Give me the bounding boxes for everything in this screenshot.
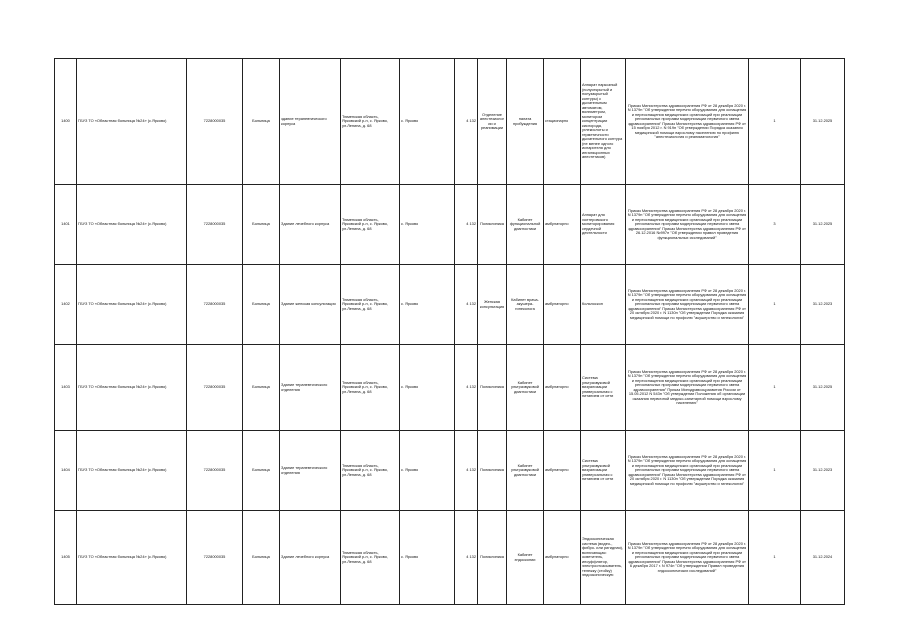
- table-row: [55, 265, 845, 345]
- cell-region-code: 4 132: [455, 431, 478, 511]
- cell-care-type: амбулаторно: [544, 265, 581, 345]
- cell-care-type: амбулаторно: [544, 345, 581, 431]
- cell-region-code: 4 132: [455, 345, 478, 431]
- cell-quantity: 1: [749, 431, 801, 511]
- cell-department: Отделение анестезиологии и реанимации: [478, 59, 507, 185]
- table-row: [55, 185, 845, 265]
- cell-organization-name: ГБУЗ ТО «Областная больница №24» (с.Ярково): [77, 265, 187, 345]
- cell-facility-type: Больница: [243, 431, 280, 511]
- cell-legal-basis: Приказ Министерства здравоохранения РФ от 28 декабря 2020 г. N 1379н "Об утверждении перечня оборудования для оснащения и переоснащения медицинских организаций при реализации региональных программ модернизации первичного звена здравоохранения" Приказ Министерства здравоохранения РФ от 6 декабря 2017 г. N 974н "Об утверждении Правил проведения эндоскопических исследований": [626, 511, 749, 605]
- cell-legal-basis: Приказ Министерства здравоохранения РФ от 28 декабря 2020 г. N 1379н "Об утверждении перечня оборудования для оснащения и переоснащения медицинских организаций при реализации региональных программ модернизации первичного звена здравоохранения" Приказ Министерства здравоохранения РФ от 20 октября 2020 г. N 1130н "Об утверждении Порядка оказания медицинской помощи по профилю "акушерство и гинекология": [626, 431, 749, 511]
- cell-equipment-name: Аппарат для холтеровского мониторирования сердечной деятельности: [581, 185, 626, 265]
- cell-equipment-name: Аппарат наркозный (полуоткрытый и полузакрытый контуры) с дыхательным автоматом, волюметром, монитором концентрации кислорода, углекислоты и герметичности дыхательного контура (не менее одного испарителя для ингаляционных анестетиков): [581, 59, 626, 185]
- cell-care-type: амбулаторно: [544, 431, 581, 511]
- table-row: [55, 511, 845, 605]
- cell-locality: с. Ярково: [400, 265, 455, 345]
- cell-room-name: Кабинет врача-акушера-гинеколога: [507, 265, 544, 345]
- cell-facility-type: Больница: [243, 59, 280, 185]
- cell-due-date: 31.12.2025: [801, 185, 845, 265]
- cell-region-code: 4 132: [455, 59, 478, 185]
- cell-building-name: Здание терапевтического отделения: [280, 431, 341, 511]
- cell-row-number: 1403: [55, 345, 77, 431]
- cell-legal-basis: Приказ Министерства здравоохранения РФ от 28 декабря 2020 г. N 1379н "Об утверждении перечня оборудования для оснащения и переоснащения медицинских организаций при реализации региональных программ модернизации первичного звена здравоохранения" Приказ Министерства здравоохранения РФ от 15 ноября 2012 г. N 919н "Об утверждении Порядка оказания медицинской помощи взрослому населению по профилю "анестезиология и реаниматология": [626, 59, 749, 185]
- cell-row-number: 1400: [55, 59, 77, 185]
- cell-organization-name: ГБУЗ ТО «Областная больница №24» (с.Ярково): [77, 431, 187, 511]
- cell-row-number: 1405: [55, 511, 77, 605]
- cell-quantity: 1: [749, 511, 801, 605]
- cell-region-code: 4 132: [455, 265, 478, 345]
- cell-legal-basis: Приказ Министерства здравоохранения РФ от 28 декабря 2020 г. N 1379н "Об утверждении перечня оборудования для оснащения и переоснащения медицинских организаций при реализации региональных программ модернизации первичного звена здравоохранения" Приказ Министерства здравоохранения РФ от 26.12.2016 №997н "Об утверждении правил проведения функциональных исследований": [626, 185, 749, 265]
- cell-address: Тюменская область, Ярковский р-н, с. Ярково, ул.Ленина, д. 68: [341, 345, 400, 431]
- cell-due-date: 31.12.2024: [801, 511, 845, 605]
- cell-quantity: 1: [749, 345, 801, 431]
- cell-locality: с. Ярково: [400, 185, 455, 265]
- cell-inn-code: 7228000035: [187, 345, 243, 431]
- cell-address: Тюменская область, Ярковский р-н, с. Ярково, ул.Ленина, д. 68: [341, 185, 400, 265]
- cell-address: Тюменская область, Ярковский р-н, с. Ярково, ул.Ленина, д. 68: [341, 265, 400, 345]
- cell-due-date: 31.12.2025: [801, 59, 845, 185]
- cell-facility-type: Больница: [243, 265, 280, 345]
- cell-room-name: Кабинет ультразвуковой диагностики: [507, 431, 544, 511]
- cell-building-name: Здание лечебного корпуса: [280, 511, 341, 605]
- cell-quantity: 1: [749, 59, 801, 185]
- cell-room-name: Кабинет эндоскопии: [507, 511, 544, 605]
- cell-facility-type: Больница: [243, 345, 280, 431]
- cell-due-date: 31.12.2025: [801, 345, 845, 431]
- cell-equipment-name: Система ультразвуковой визуализации универсальная с питанием от сети: [581, 345, 626, 431]
- cell-inn-code: 7228000035: [187, 185, 243, 265]
- cell-row-number: 1404: [55, 431, 77, 511]
- cell-department: Поликлиника: [478, 345, 507, 431]
- cell-room-name: палата пробуждения: [507, 59, 544, 185]
- equipment-table: [54, 58, 845, 605]
- cell-due-date: 31.12.2023: [801, 431, 845, 511]
- cell-care-type: амбулаторно: [544, 511, 581, 605]
- cell-address: Тюменская область, Ярковский р-н, с. Ярково, ул.Ленина, д. 68: [341, 431, 400, 511]
- cell-organization-name: ГБУЗ ТО «Областная больница №24» (с.Ярково): [77, 185, 187, 265]
- table-row: [55, 431, 845, 511]
- cell-quantity: 1: [749, 265, 801, 345]
- cell-facility-type: Больница: [243, 185, 280, 265]
- cell-row-number: 1402: [55, 265, 77, 345]
- cell-equipment-name: Система ультразвуковой визуализации универсальная с питанием от сети: [581, 431, 626, 511]
- cell-row-number: 1401: [55, 185, 77, 265]
- cell-department: Поликлиника: [478, 185, 507, 265]
- cell-room-name: Кабинет функциональной диагностики: [507, 185, 544, 265]
- cell-facility-type: Больница: [243, 511, 280, 605]
- cell-equipment-name: Кольпоскоп: [581, 265, 626, 345]
- cell-organization-name: ГБУЗ ТО «Областная больница №24» (с.Ярково): [77, 59, 187, 185]
- cell-care-type: стационарно: [544, 59, 581, 185]
- cell-organization-name: ГБУЗ ТО «Областная больница №24» (с.Ярково): [77, 345, 187, 431]
- cell-building-name: Здание лечебного корпуса: [280, 185, 341, 265]
- cell-address: Тюменская область, Ярковский р-н, с. Ярково, ул.Ленина, д. 68: [341, 59, 400, 185]
- table-row: [55, 59, 845, 185]
- cell-organization-name: ГБУЗ ТО «Областная больница №24» (с.Ярково): [77, 511, 187, 605]
- cell-inn-code: 7228000035: [187, 59, 243, 185]
- table-row: [55, 345, 845, 431]
- cell-quantity: 3: [749, 185, 801, 265]
- cell-legal-basis: Приказ Министерства здравоохранения РФ от 28 декабря 2020 г. N 1379н "Об утверждении перечня оборудования для оснащения и переоснащения медицинских организаций при реализации региональных программ модернизации первичного звена здравоохранения" Приказ Минздравсоцразвития России от 15.05.2012 N 543н "Об утверждении Положения об организации оказания первичной медико-санитарной помощи взрослому населению": [626, 345, 749, 431]
- cell-inn-code: 7228000035: [187, 265, 243, 345]
- cell-locality: с. Ярково: [400, 511, 455, 605]
- cell-department: Поликлиника: [478, 511, 507, 605]
- cell-department: Поликлиника: [478, 431, 507, 511]
- cell-legal-basis: Приказ Министерства здравоохранения РФ от 28 декабря 2020 г. N 1379н "Об утверждении перечня оборудования для оснащения и переоснащения медицинских организаций при реализации региональных программ модернизации первичного звена здравоохранения" Приказ Министерства здравоохранения РФ от 20 октября 2020 г. N 1130н "Об утверждении Порядка оказания медицинской помощи по профилю "акушерство и гинекология": [626, 265, 749, 345]
- cell-locality: с. Ярково: [400, 345, 455, 431]
- cell-building-name: Здание женская консультация: [280, 265, 341, 345]
- cell-building-name: здание терапевтического корпуса: [280, 59, 341, 185]
- cell-room-name: Кабинет ультразвуковой диагностики: [507, 345, 544, 431]
- cell-locality: с. Ярково: [400, 431, 455, 511]
- cell-locality: с. Ярково: [400, 59, 455, 185]
- cell-building-name: Здание терапевтического отделения: [280, 345, 341, 431]
- cell-inn-code: 7228000035: [187, 511, 243, 605]
- cell-address: Тюменская область, Ярковский р-н, с. Ярково, ул.Ленина, д. 68: [341, 511, 400, 605]
- cell-region-code: 4 132: [455, 511, 478, 605]
- cell-due-date: 31.12.2023: [801, 265, 845, 345]
- cell-region-code: 4 132: [455, 185, 478, 265]
- cell-equipment-name: Эндоскопическая система (видео-, фибро- или ригидная), включающая: осветитель, инсуффлятор, электроотсасыватель, тележку (стойку) эндоскопическую: [581, 511, 626, 605]
- cell-inn-code: 7228000035: [187, 431, 243, 511]
- cell-care-type: амбулаторно: [544, 185, 581, 265]
- cell-department: Женская консультация: [478, 265, 507, 345]
